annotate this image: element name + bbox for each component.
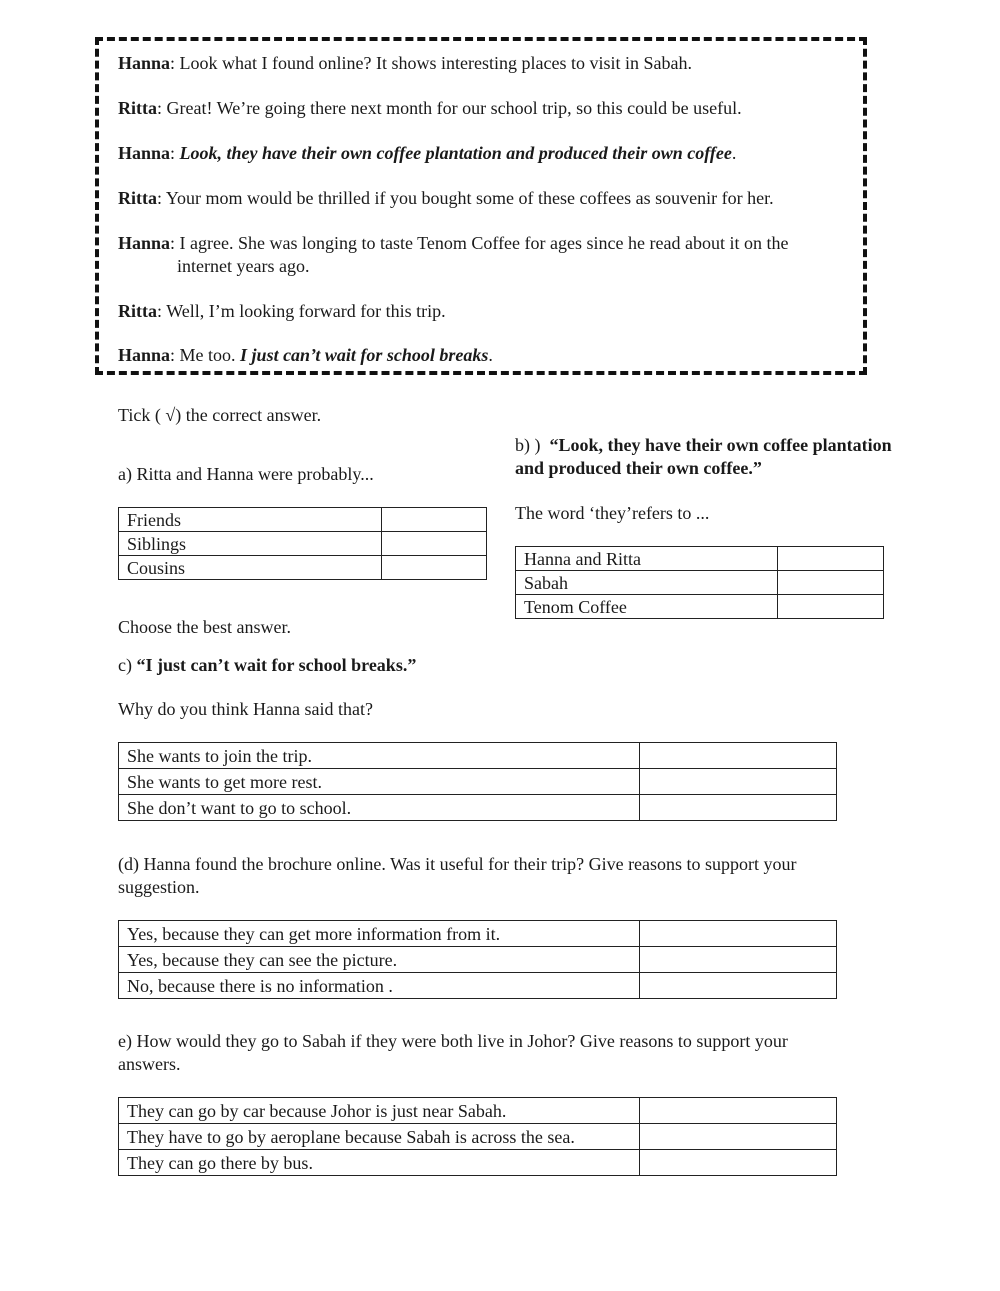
option-row <box>119 921 837 947</box>
option-label: They have to go by aeroplane because Sabah is across the sea. <box>119 1124 640 1150</box>
option-label: She wants to get more rest. <box>119 769 640 795</box>
option-label: Friends <box>119 508 382 532</box>
option-label: They can go by car because Johor is just near Sabah. <box>119 1098 640 1124</box>
option-label: She don’t want to go to school. <box>119 795 640 821</box>
dialogue-line-6: Ritta: Well, I’m looking forward for this trip. <box>118 301 446 321</box>
question-a-options <box>118 507 487 580</box>
dialogue-emphasis: I just can’t wait for school breaks <box>240 345 489 365</box>
option-row <box>516 595 884 619</box>
dialogue-text: Look what I found online? It shows interesting places to visit in Sabah. <box>179 53 692 73</box>
tick-box[interactable] <box>382 508 487 532</box>
question-b-label: b) ) <box>515 435 541 455</box>
option-row <box>516 547 884 571</box>
dialogue-line-5: Hanna: I agree. She was longing to taste Tenom Coffee for ages since he read about it on the <box>118 233 789 253</box>
dialogue-text: Your mom would be thrilled if you bought some of these coffees as souvenir for her. <box>165 188 774 208</box>
question-c-options <box>118 742 837 821</box>
question-a-prompt: a) Ritta and Hanna were probably... <box>118 464 374 484</box>
tick-box[interactable] <box>382 532 487 556</box>
option-row <box>119 1124 837 1150</box>
dialogue-line-4: Ritta: Your mom would be thrilled if you bought some of these coffees as souvenir for her. <box>118 188 774 208</box>
question-e-prompt-line1: e) How would they go to Sabah if they were both live in Johor? Give reasons to support your <box>118 1031 788 1051</box>
option-row <box>119 743 837 769</box>
option-row <box>119 973 837 999</box>
question-b-prompt: The word ‘they’refers to ... <box>515 503 710 523</box>
dialogue-line-2: Ritta: Great! We’re going there next month for our school trip, so this could be useful. <box>118 98 742 118</box>
question-c-quote-line <box>118 654 416 676</box>
question-c-quote: “I just can’t wait for school breaks.” <box>136 655 417 675</box>
dialogue-line-5-continued: internet years ago. <box>177 256 310 276</box>
option-label: Cousins <box>119 556 382 580</box>
tick-box[interactable] <box>640 769 837 795</box>
option-label: Siblings <box>119 532 382 556</box>
option-row <box>119 556 487 580</box>
option-label: Sabah <box>516 571 778 595</box>
tick-box[interactable] <box>382 556 487 580</box>
tick-instruction: Tick ( √) the correct answer. <box>118 405 322 425</box>
dialogue-line-7: Hanna: Me too. I just can’t wait for school breaks. <box>118 345 493 365</box>
dialogue-text: Well, I’m looking forward for this trip. <box>166 301 446 321</box>
option-label: Tenom Coffee <box>516 595 778 619</box>
option-label: Yes, because they can get more information from it. <box>119 921 640 947</box>
tick-box[interactable] <box>778 547 884 571</box>
speaker-name: Hanna <box>118 143 171 163</box>
tick-box[interactable] <box>778 571 884 595</box>
question-e-options <box>118 1097 837 1176</box>
tick-box[interactable] <box>640 947 837 973</box>
speaker-name: Hanna <box>118 345 171 365</box>
tick-box[interactable] <box>640 743 837 769</box>
option-label: Hanna and Ritta <box>516 547 778 571</box>
dialogue-line-3: Hanna: Look, they have their own coffee plantation and produced their own coffee. <box>118 143 737 163</box>
dialogue-punct: . <box>488 345 493 365</box>
option-row <box>119 508 487 532</box>
choose-instruction: Choose the best answer. <box>118 617 291 637</box>
question-e-prompt-line2: answers. <box>118 1054 181 1074</box>
question-b-options <box>515 546 884 619</box>
speaker-name: Ritta <box>118 301 157 321</box>
question-c-label: c) <box>118 655 132 675</box>
dialogue-punct: . <box>731 143 737 163</box>
option-row <box>119 1098 837 1124</box>
option-row <box>119 1150 837 1176</box>
dialogue-emphasis: Look, they have their own coffee plantation and produced their own coffee <box>179 143 732 163</box>
tick-box[interactable] <box>640 1124 837 1150</box>
tick-box[interactable] <box>778 595 884 619</box>
dialogue-text: Me too. <box>179 345 241 365</box>
question-b-quote-line2: and produced their own coffee.” <box>515 458 762 478</box>
dialogue-text: Great! We’re going there next month for our school trip, so this could be useful. <box>166 98 742 118</box>
dialogue-line-1: Hanna: Look what I found online? It shows interesting places to visit in Sabah. <box>118 53 692 73</box>
option-row <box>119 769 837 795</box>
question-d-prompt-line2: suggestion. <box>118 877 200 897</box>
option-row <box>119 795 837 821</box>
question-d-options <box>118 920 837 999</box>
option-row <box>516 571 884 595</box>
speaker-name: Hanna <box>118 53 171 73</box>
speaker-name: Ritta <box>118 98 157 118</box>
option-row <box>119 947 837 973</box>
question-d-prompt-line1: (d) Hanna found the brochure online. Was it useful for their trip? Give reasons to support your <box>118 854 797 874</box>
option-row <box>119 532 487 556</box>
option-label: She wants to join the trip. <box>119 743 640 769</box>
option-label: No, because there is no information . <box>119 973 640 999</box>
question-b-quote-line1 <box>515 434 892 456</box>
tick-box[interactable] <box>640 1150 837 1176</box>
tick-box[interactable] <box>640 1098 837 1124</box>
option-label: They can go there by bus. <box>119 1150 640 1176</box>
tick-box[interactable] <box>640 921 837 947</box>
question-b-quote: “Look, they have their own coffee plantation <box>549 435 892 455</box>
tick-box[interactable] <box>640 973 837 999</box>
dialogue-text: I agree. She was longing to taste Tenom Coffee for ages since he read about it on the <box>179 233 789 253</box>
tick-box[interactable] <box>640 795 837 821</box>
speaker-name: Ritta <box>118 188 157 208</box>
option-label: Yes, because they can see the picture. <box>119 947 640 973</box>
question-c-prompt: Why do you think Hanna said that? <box>118 699 373 719</box>
speaker-name: Hanna <box>118 233 171 253</box>
